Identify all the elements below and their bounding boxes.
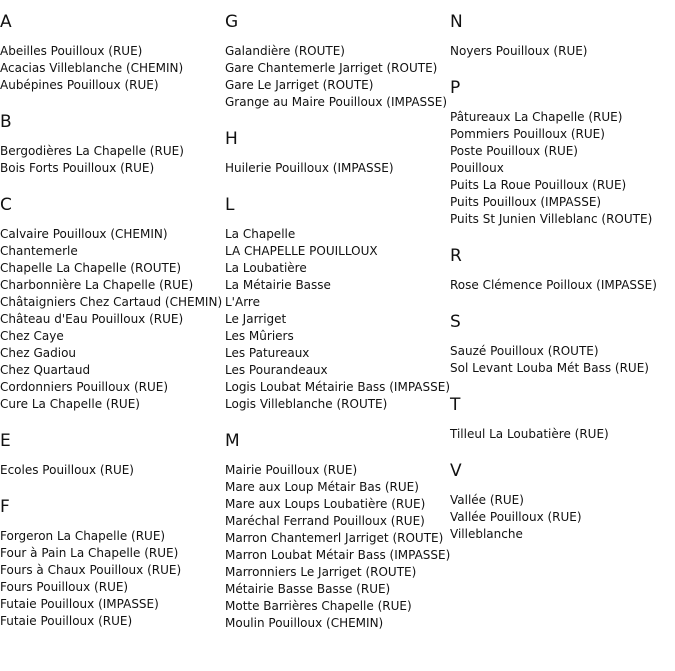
street-list <box>450 426 675 443</box>
street-list-item: Tilleul La Loubatière (RUE) <box>450 427 609 441</box>
section-letter-heading: V <box>450 461 462 481</box>
street-list-item: Rose Clémence Poilloux (IMPASSE) <box>450 278 657 292</box>
street-list-item: Calvaire Pouilloux (CHEMIN) <box>0 227 168 241</box>
street-list-item: Huilerie Pouilloux (IMPASSE) <box>225 161 394 175</box>
street-list <box>450 492 675 543</box>
street-list-item: Gare Chantemerle Jarriget (ROUTE) <box>225 61 438 75</box>
street-list-item: Marronniers Le Jarriget (ROUTE) <box>225 565 417 579</box>
street-list-item: Pâtureaux La Chapelle (RUE) <box>450 110 623 124</box>
street-list-item: Abeilles Pouilloux (RUE) <box>0 44 143 58</box>
street-list <box>225 160 449 177</box>
street-list-item: Chez Gadiou <box>0 346 77 360</box>
street-list-item: Cure La Chapelle (RUE) <box>0 397 140 411</box>
street-list-item: Poste Pouilloux (RUE) <box>450 144 578 158</box>
street-list-item: Forgeron La Chapelle (RUE) <box>0 529 166 543</box>
street-list-item: Le Jarriget <box>225 312 287 326</box>
letter-group <box>225 431 449 632</box>
letter-group <box>450 312 675 377</box>
street-list <box>225 462 449 632</box>
street-list-item: Maréchal Ferrand Pouilloux (RUE) <box>225 514 425 528</box>
letter-group <box>0 431 224 479</box>
section-letter-heading: E <box>0 431 11 451</box>
street-list-item: Mare aux Loups Loubatière (RUE) <box>225 497 426 511</box>
section-letter-heading: T <box>450 395 461 415</box>
street-list-item: Charbonnière La Chapelle (RUE) <box>0 278 194 292</box>
street-list <box>225 226 449 413</box>
letter-group <box>0 12 224 94</box>
street-list <box>450 109 675 228</box>
street-list-item: Pouilloux <box>450 161 504 175</box>
letter-group <box>0 195 224 413</box>
street-list-item: Pommiers Pouilloux (RUE) <box>450 127 605 141</box>
street-list-item: Les Pourandeaux <box>225 363 328 377</box>
street-list-item: Vallée Pouilloux (RUE) <box>450 510 582 524</box>
street-list-item: Chantemerle <box>0 244 78 258</box>
section-letter-heading: N <box>450 12 463 32</box>
street-list-item: Bois Forts Pouilloux (RUE) <box>0 161 155 175</box>
street-list-item: Four à Pain La Chapelle (RUE) <box>0 546 179 560</box>
street-list-item: Fours à Chaux Pouilloux (RUE) <box>0 563 182 577</box>
street-list-item: Gare Le Jarriget (ROUTE) <box>225 78 374 92</box>
letter-group <box>225 12 449 111</box>
street-list <box>0 226 224 413</box>
street-list-item: Aubépines Pouilloux (RUE) <box>0 78 159 92</box>
section-letter-heading: M <box>225 431 240 451</box>
street-list-item: Logis Villeblanche (ROUTE) <box>225 397 388 411</box>
letter-group <box>450 246 675 294</box>
street-list-item: Métairie Basse Basse (RUE) <box>225 582 391 596</box>
letter-group <box>450 12 675 60</box>
letter-group <box>450 461 675 543</box>
street-index-column-3 <box>450 12 675 561</box>
street-list-item: Acacias Villeblanche (CHEMIN) <box>0 61 184 75</box>
street-list-item: Chapelle La Chapelle (ROUTE) <box>0 261 182 275</box>
street-list-item: Vallée (RUE) <box>450 493 524 507</box>
street-list-item: Futaie Pouilloux (IMPASSE) <box>0 597 159 611</box>
street-list <box>0 462 224 479</box>
section-letter-heading: L <box>225 195 235 215</box>
letter-group <box>225 129 449 177</box>
letter-group <box>0 112 224 177</box>
street-list-item: Les Patureaux <box>225 346 310 360</box>
street-list <box>0 528 224 630</box>
street-list-item: Fours Pouilloux (RUE) <box>0 580 129 594</box>
street-list-item: Mairie Pouilloux (RUE) <box>225 463 358 477</box>
street-list <box>450 43 675 60</box>
street-list-item: La Métairie Basse <box>225 278 331 292</box>
section-letter-heading: F <box>0 497 10 517</box>
street-list-item: Chez Quartaud <box>0 363 91 377</box>
street-list <box>225 43 449 111</box>
street-list-item: Galandière (ROUTE) <box>225 44 345 58</box>
street-list-item: Les Mûriers <box>225 329 294 343</box>
street-list-item: Sol Levant Louba Mét Bass (RUE) <box>450 361 649 375</box>
street-list-item: Logis Loubat Métairie Bass (IMPASSE) <box>225 380 450 394</box>
letter-group <box>225 195 449 413</box>
street-list-item: La Loubatière <box>225 261 307 275</box>
street-list-item: Puits Pouilloux (IMPASSE) <box>450 195 602 209</box>
street-list-item: Villeblanche <box>450 527 523 541</box>
street-list-item: Motte Barrières Chapelle (RUE) <box>225 599 412 613</box>
street-list-item: Bergodières La Chapelle (RUE) <box>0 144 184 158</box>
street-index-column-1 <box>0 12 224 648</box>
section-letter-heading: B <box>0 112 12 132</box>
street-list-item: Sauzé Pouilloux (ROUTE) <box>450 344 599 358</box>
letter-group <box>450 395 675 443</box>
street-list-item: Marron Chantemerl Jarriget (ROUTE) <box>225 531 444 545</box>
section-letter-heading: C <box>0 195 12 215</box>
section-letter-heading: S <box>450 312 461 332</box>
street-list-item: Puits St Junien Villeblanc (ROUTE) <box>450 212 653 226</box>
section-letter-heading: H <box>225 129 238 149</box>
street-list-item: Ecoles Pouilloux (RUE) <box>0 463 134 477</box>
street-list-item: Futaie Pouilloux (RUE) <box>0 614 133 628</box>
street-list-item: Marron Loubat Métair Bass (IMPASSE) <box>225 548 451 562</box>
street-list-item: Mare aux Loup Métair Bas (RUE) <box>225 480 419 494</box>
section-letter-heading: G <box>225 12 239 32</box>
section-letter-heading: P <box>450 78 461 98</box>
street-list <box>0 43 224 94</box>
street-list-item: L'Arre <box>225 295 260 309</box>
street-list-item: Grange au Maire Pouilloux (IMPASSE) <box>225 95 448 109</box>
street-index-column-2 <box>225 12 449 650</box>
street-list-item: LA CHAPELLE POUILLOUX <box>225 244 378 258</box>
section-letter-heading: R <box>450 246 462 266</box>
street-list-item: Puits La Roue Pouilloux (RUE) <box>450 178 627 192</box>
street-list <box>0 143 224 177</box>
street-list-item: Chez Caye <box>0 329 64 343</box>
street-list <box>450 343 675 377</box>
street-list-item: La Chapelle <box>225 227 296 241</box>
street-list-item: Cordonniers Pouilloux (RUE) <box>0 380 169 394</box>
letter-group <box>0 497 224 630</box>
section-letter-heading: A <box>0 12 12 32</box>
street-list-item: Château d'Eau Pouilloux (RUE) <box>0 312 184 326</box>
letter-group <box>450 78 675 228</box>
street-list-item: Noyers Pouilloux (RUE) <box>450 44 588 58</box>
street-list-item: Châtaigniers Chez Cartaud (CHEMIN) <box>0 295 223 309</box>
street-list-item: Moulin Pouilloux (CHEMIN) <box>225 616 384 630</box>
street-list <box>450 277 675 294</box>
